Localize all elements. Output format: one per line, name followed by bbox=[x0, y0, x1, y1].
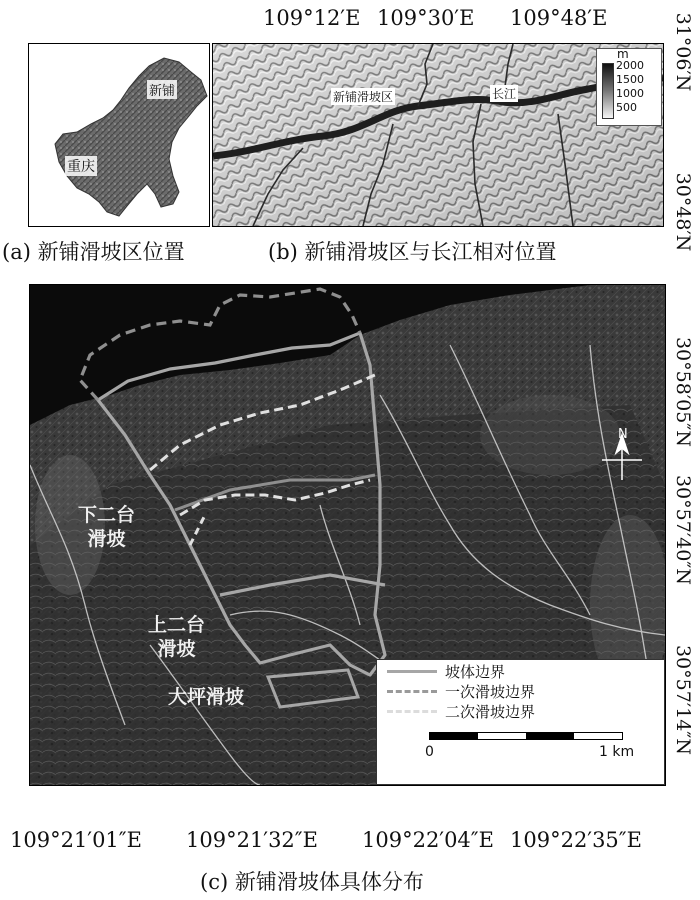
lat-top-2: 30°48′N bbox=[672, 172, 694, 252]
bottom-longitude-3: 109°22′04″E bbox=[362, 828, 494, 852]
panel-b-relief-map bbox=[212, 43, 664, 227]
label-xinpu-area: 新铺滑坡区 bbox=[333, 90, 394, 104]
bottom-longitude-1: 109°21′01″E bbox=[10, 828, 142, 852]
caption-c: (c) 新铺滑坡体具体分布 bbox=[200, 870, 424, 894]
top-longitude-3: 109°48′E bbox=[510, 6, 608, 30]
top-longitude-1: 109°12′E bbox=[263, 6, 361, 30]
legend-line-secondary bbox=[387, 710, 437, 713]
scale-bar bbox=[429, 732, 623, 740]
elevation-unit: m bbox=[617, 47, 629, 61]
label-yangtze: 长江 bbox=[492, 87, 517, 101]
legend-line-primary bbox=[387, 690, 437, 693]
lat-c-2: 30°57′40″N bbox=[672, 474, 694, 586]
panel-c-landslide-map bbox=[29, 284, 666, 786]
lat-c-3: 30°57′14″N bbox=[672, 644, 694, 756]
top-longitude-2: 109°30′E bbox=[377, 6, 475, 30]
scale-start: 0 bbox=[425, 744, 434, 760]
label-daping: 大坪滑坡 bbox=[168, 686, 245, 708]
label-xia-ertai-line1: 下二台 bbox=[78, 504, 136, 526]
label-chongqing: 重庆 bbox=[65, 156, 97, 176]
caption-a: (a) 新铺滑坡区位置 bbox=[2, 240, 185, 264]
label-xinpu: 新铺 bbox=[147, 80, 177, 99]
label-shang-ertai bbox=[148, 613, 205, 661]
legend-line-solid bbox=[387, 670, 437, 673]
elevation-tick-500: 500 bbox=[616, 101, 637, 114]
legend-label-secondary: 二次滑坡边界 bbox=[445, 703, 536, 721]
bottom-longitude-4: 109°22′35″E bbox=[510, 828, 642, 852]
legend-label-slope: 坡体边界 bbox=[445, 663, 506, 681]
lat-c-1: 30°58′05″N bbox=[672, 336, 694, 448]
chongqing-outline bbox=[29, 44, 209, 226]
scale-end: 1 km bbox=[599, 744, 635, 760]
elevation-tick-1000: 1000 bbox=[616, 87, 644, 100]
label-xia-ertai-line2: 滑坡 bbox=[87, 528, 126, 550]
elevation-tick-2000: 2000 bbox=[616, 59, 644, 72]
elevation-tick-1500: 1500 bbox=[616, 73, 644, 86]
panel-a-location-map bbox=[28, 43, 210, 227]
north-label: N bbox=[618, 427, 628, 442]
lat-top-1: 31°06′N bbox=[672, 12, 694, 92]
label-shang-ertai-line2: 滑坡 bbox=[157, 638, 196, 660]
label-xia-ertai bbox=[78, 503, 135, 551]
elevation-legend bbox=[596, 48, 662, 126]
legend-box bbox=[376, 659, 665, 785]
label-shang-ertai-line1: 上二台 bbox=[148, 614, 206, 636]
legend-label-primary: 一次滑坡边界 bbox=[445, 683, 536, 701]
bottom-longitude-2: 109°21′32″E bbox=[186, 828, 318, 852]
elevation-colorbar bbox=[602, 63, 614, 119]
caption-b: (b) 新铺滑坡区与长江相对位置 bbox=[268, 240, 557, 264]
